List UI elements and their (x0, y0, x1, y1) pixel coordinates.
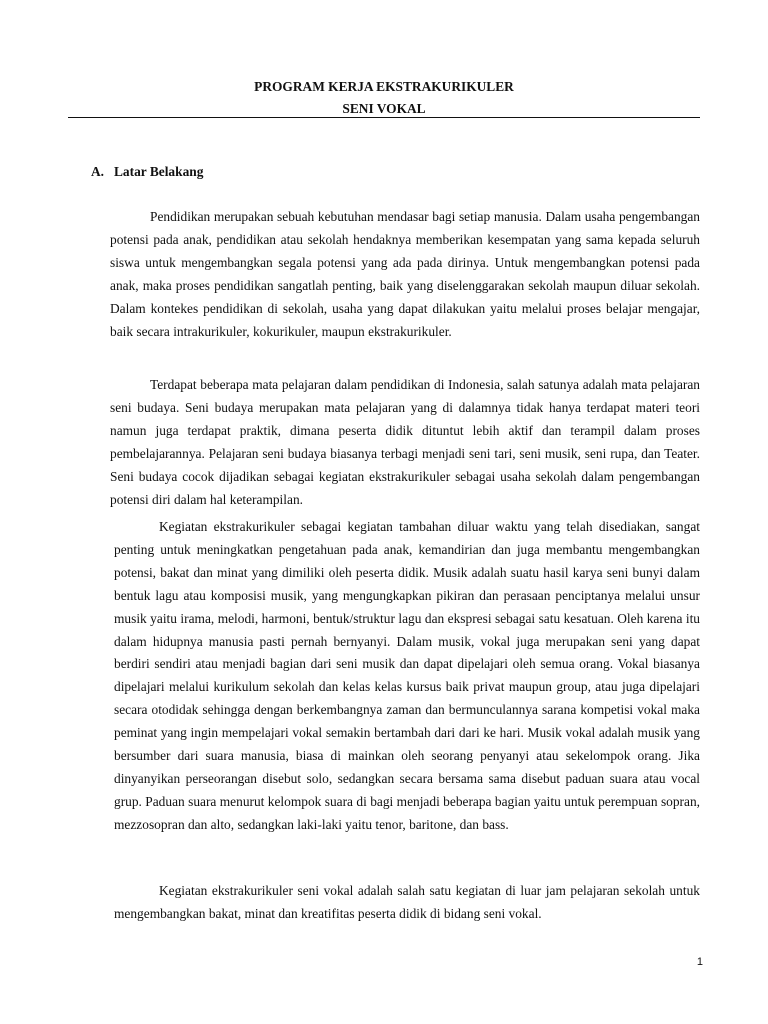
section-number: A. (91, 164, 105, 179)
document-subtitle: SENI VOKAL (342, 101, 426, 116)
document-title: PROGRAM KERJA EKSTRAKURIKULER (254, 79, 514, 94)
section-heading (91, 163, 203, 181)
title-divider (68, 117, 700, 118)
section-title: Latar Belakang (114, 164, 204, 179)
page-number: 1 (696, 956, 703, 968)
paragraph-1: Pendidikan merupakan sebuah kebutuhan mendasar bagi setiap manusia. Dalam usaha pengembangan potensi pada anak, pendidikan atau sekolah hendaknya memberikan kesempatan yang sama kepada seluruh siswa untuk mengembangkan segala potensi yang ada pada dirinya. Untuk mengembangkan potensi pada anak, maka proses pendidikan sangatlah penting, baik yang diselenggarakan sekolah maupun diluar sekolah. Dalam kontekes pendidikan di sekolah, usaha yang dapat dilakukan yaitu melalui proses belajar mengajar, baik secara intrakurikuler, kokurikuler, maupun ekstrakurikuler. (110, 209, 700, 339)
paragraph-2: Terdapat beberapa mata pelajaran dalam pendidikan di Indonesia, salah satunya adalah mata pelajaran seni budaya. Seni budaya merupakan mata pelajaran yang di dalamnya tidak hanya terdapat materi teori namun juga terdapat praktik, dimana peserta didik dituntut lebih aktif dan terampil dalam proses pembelajarannya. Pelajaran seni budaya biasanya terbagi menjadi seni tari, seni musik, seni rupa, dan Teater. Seni budaya cocok dijadikan sebagai kegiatan ekstrakurikuler sebagai usaha sekolah dalam pengembangan potensi diri dalam hal keterampilan. (110, 377, 700, 507)
paragraph-3: Kegiatan ekstrakurikuler sebagai kegiatan tambahan diluar waktu yang telah disediakan, sangat penting untuk meningkatkan pengetahuan pada anak, kemandirian dan juga membantu mengembangkan potensi, bakat dan minat yang dimiliki oleh peserta didik. Musik adalah suatu hasil karya seni bunyi dalam bentuk lagu atau komposisi musik, yang mengungkapkan pikiran dan perasaan penciptanya melalui unsur musik yaitu irama, melodi, harmoni, bentuk/struktur lagu dan ekspresi sebagai satu kesatuan. Oleh karena itu dalam hidupnya manusia pasti pernah bernyanyi. Dalam musik, vokal juga merupakan seni yang dapat berdiri sendiri atau menjadi bagian dari seni musik dan dapat dipelajari oleh semua orang. Vokal biasanya dipelajari melalui kurikulum sekolah dan kelas kelas kursus baik privat maupun group, atau juga dipelajari secara otodidak sehingga dengan berkembangnya zaman dan bermunculannya sarana kompetisi vokal maka peminat yang ingin mempelajari vokal semakin bertambah dari dari ke hari. Musik vokal adalah musik yang bersumber dari suara manusia, biasa di mainkan oleh seorang penyanyi atau sekelompok orang. Jika dinyanyikan perseorangan disebut solo, sedangkan secara bersama sama disebut paduan suara atau vocal grup. Paduan suara menurut kelompok suara di bagi menjadi beberapa bagian yaitu untuk perempuan sopran, mezzosopran dan alto, sedangkan laki-laki yaitu tenor, baritone, dan bass. (114, 519, 700, 832)
paragraph-4: Kegiatan ekstrakurikuler seni vokal adalah salah satu kegiatan di luar jam pelajaran sekolah untuk mengembangkan bakat, minat dan kreatifitas peserta didik di bidang seni vokal. (114, 883, 700, 921)
